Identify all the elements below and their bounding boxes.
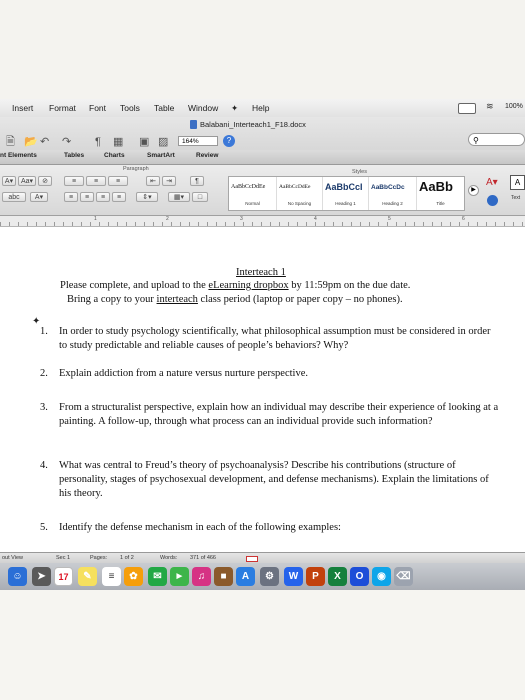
search-icon: ⚲ (473, 136, 479, 145)
word-icon[interactable]: W (284, 567, 303, 586)
elearning-link[interactable]: eLearning dropbox (208, 280, 289, 291)
question-text: In order to study psychology scientifically, what philosophical assumption must be considered in order to study predictable and reliable causes of people’s behaviors? Why? (59, 326, 491, 351)
media-browser-icon[interactable]: ▣ (139, 136, 150, 148)
style-title[interactable] (417, 177, 464, 210)
bullets-icon[interactable]: ≡ (64, 176, 84, 186)
multilevel-list-icon[interactable]: ≡ (108, 176, 128, 186)
question-text: Identify the defense mechanism in each of the following examples: (59, 522, 341, 533)
ibooks-icon[interactable]: ■ (214, 567, 233, 586)
menu-format[interactable]: Format (49, 103, 76, 113)
ruler-mark: 1 (94, 216, 97, 222)
style-name: No Spacing (287, 201, 312, 206)
style-sample: AaBb (419, 179, 453, 194)
style-no-spacing[interactable] (277, 177, 323, 210)
decrease-indent-icon[interactable]: ⇤ (146, 176, 160, 186)
document-page[interactable] (0, 227, 525, 552)
menu-font[interactable]: Font (89, 103, 107, 113)
ribbon-panel (0, 165, 525, 216)
tab-tables[interactable]: Tables (64, 152, 85, 159)
interteach-word: interteach (156, 294, 198, 305)
style-sample: AaBbCcDc (371, 184, 405, 191)
question-number: 1. (40, 326, 48, 337)
document-heading: Interteach 1 (236, 267, 286, 278)
tab-review[interactable]: Review (196, 152, 219, 159)
view-mode[interactable]: out View (2, 555, 23, 561)
menu-table[interactable]: Table (154, 103, 175, 113)
question-text: What was central to Freud’s theory of psychoanalysis? Describe his contributions (structure of personality, stages of psychosexual development, and defense mechanisms). Explain the limitations of his theory. (59, 460, 489, 499)
style-options-icon[interactable]: A▾ (486, 177, 498, 188)
align-center-icon[interactable]: ≡ (80, 192, 94, 202)
show-marks-icon[interactable]: ¶ (190, 176, 204, 186)
style-sample: AaBbCcDdEe (279, 184, 311, 190)
dock (0, 563, 525, 590)
wifi-icon[interactable]: ≋ (486, 101, 494, 111)
notes-icon[interactable]: ✎ (78, 567, 97, 586)
instructions-text: Bring a copy to your (67, 294, 157, 305)
facetime-icon[interactable]: ► (170, 567, 189, 586)
undo-icon[interactable]: ↶ (40, 136, 50, 148)
toolbox-icon[interactable]: ▨ (158, 136, 169, 148)
style-sample: AaBbCcDdEe (231, 184, 266, 190)
photo-background-bottom (0, 590, 525, 700)
outlook-icon[interactable]: O (350, 567, 369, 586)
paragraph-group-label: Paragraph (123, 166, 149, 172)
instructions-text: Please complete, and upload to the (60, 280, 209, 291)
align-right-icon[interactable]: ≡ (96, 192, 110, 202)
new-document-icon[interactable]: 🗎 (6, 136, 15, 148)
itunes-icon[interactable]: ♫ (192, 567, 211, 586)
question-number: 3. (40, 402, 48, 413)
horizontal-ruler[interactable] (0, 216, 525, 227)
app-store-icon[interactable]: A (236, 567, 255, 586)
battery-status[interactable]: 100% (505, 103, 523, 110)
style-heading-2[interactable] (369, 177, 417, 210)
pages-label: Pages: (90, 555, 108, 561)
ruler-mark: 6 (462, 216, 465, 222)
tab-smartart[interactable]: SmartArt (147, 152, 175, 159)
line-spacing-icon[interactable]: ⇕▾ (136, 192, 158, 202)
menu-tools[interactable]: Tools (120, 103, 140, 113)
numbering-icon[interactable]: ≡ (86, 176, 106, 186)
track-changes-icon[interactable] (246, 556, 258, 562)
style-normal[interactable] (229, 177, 277, 210)
text-box-icon[interactable]: A (510, 175, 525, 190)
photos-icon[interactable]: ✿ (124, 567, 143, 586)
instructions-line-2 (67, 294, 403, 305)
style-name: Heading 2 (382, 201, 403, 206)
ruler-mark: 4 (314, 216, 317, 222)
borders-icon[interactable]: □ (192, 192, 208, 202)
words-label: Words: (160, 555, 178, 561)
chrome-icon[interactable]: ◉ (372, 567, 391, 586)
align-left-icon[interactable]: ≡ (64, 192, 78, 202)
sidebar-icon[interactable]: ▦ (113, 136, 124, 148)
shading-icon[interactable]: ▦▾ (168, 192, 190, 202)
menu-window[interactable]: Window (188, 103, 219, 113)
mouse-pointer-icon: ✦ (32, 316, 41, 327)
style-name: Title (436, 201, 445, 206)
script-menu-icon[interactable]: ✦ (231, 103, 239, 113)
question-text: From a structuralist perspective, explain how an individual may describe their experience of looking at a painting. A follow-up, through what process can an individual provide such information? (59, 402, 499, 427)
reminders-icon[interactable]: ≡ (102, 567, 121, 586)
question-number: 5. (40, 522, 48, 533)
words-value[interactable]: 371 of 466 (190, 555, 216, 561)
powerpoint-icon[interactable]: P (306, 567, 325, 586)
tab-charts[interactable]: Charts (104, 152, 125, 159)
trash-icon[interactable]: ⌫ (394, 567, 413, 586)
ruler-mark: 3 (240, 216, 243, 222)
styles-group-label: Styles (352, 169, 367, 175)
excel-icon[interactable]: X (328, 567, 347, 586)
style-name: Normal (245, 201, 260, 206)
search-field[interactable] (468, 133, 525, 146)
clear-format-icon[interactable]: ⊘ (38, 176, 52, 186)
messages-icon[interactable]: ✉ (148, 567, 167, 586)
style-sample: AaBbCcI (325, 182, 363, 192)
instructions-text: class period (laptop or paper copy – no phones). (197, 294, 403, 305)
redo-icon[interactable]: ↷ (62, 136, 72, 148)
help-icon[interactable]: ? (223, 135, 235, 147)
section-indicator: Sec 1 (56, 555, 71, 561)
font-color-icon[interactable]: A▾ (30, 192, 48, 202)
question-number: 4. (40, 460, 48, 471)
styles-scroll-icon[interactable]: ▶ (468, 185, 479, 196)
open-folder-icon[interactable]: 📂 (24, 136, 38, 148)
tab-document-elements[interactable]: nt Elements (0, 152, 37, 159)
paragraph-marks-icon[interactable]: ¶ (95, 136, 101, 148)
font-size-icon[interactable]: A▾ (2, 176, 16, 186)
highlight-icon[interactable]: abc (2, 192, 26, 202)
text-group-label: Text (511, 195, 521, 201)
change-case-icon[interactable]: Aa▾ (18, 176, 36, 186)
mirror-display-icon[interactable] (458, 103, 476, 114)
document-icon (190, 120, 197, 129)
question-number: 2. (40, 368, 48, 379)
window-title: Balabani_Interteach1_F18.docx (200, 120, 306, 129)
style-heading-1[interactable] (323, 177, 369, 210)
system-preferences-icon[interactable]: ⚙ (260, 567, 279, 586)
instructions-text: by 11:59pm on the due date. (288, 280, 411, 291)
ruler-mark: 5 (388, 216, 391, 222)
styles-pane-icon[interactable] (487, 195, 498, 206)
instructions-line-1 (60, 280, 410, 291)
zoom-select[interactable]: 164% (178, 136, 218, 146)
style-name: Heading 1 (335, 201, 356, 206)
launchpad-icon[interactable]: ➤ (32, 567, 51, 586)
photo-background-top (0, 0, 525, 100)
styles-gallery[interactable] (228, 176, 465, 211)
ribbon-tab-bar (0, 150, 525, 165)
pages-value: 1 of 2 (120, 555, 134, 561)
finder-icon[interactable]: ☺ (8, 567, 27, 586)
menu-bar (0, 99, 525, 118)
calendar-icon[interactable]: 17 (54, 567, 73, 586)
justify-icon[interactable]: ≡ (112, 192, 126, 202)
menu-insert[interactable]: Insert (12, 103, 34, 113)
menu-help[interactable]: Help (252, 103, 270, 113)
ruler-mark: 2 (166, 216, 169, 222)
increase-indent-icon[interactable]: ⇥ (162, 176, 176, 186)
question-text: Explain addiction from a nature versus nurture perspective. (59, 368, 308, 379)
